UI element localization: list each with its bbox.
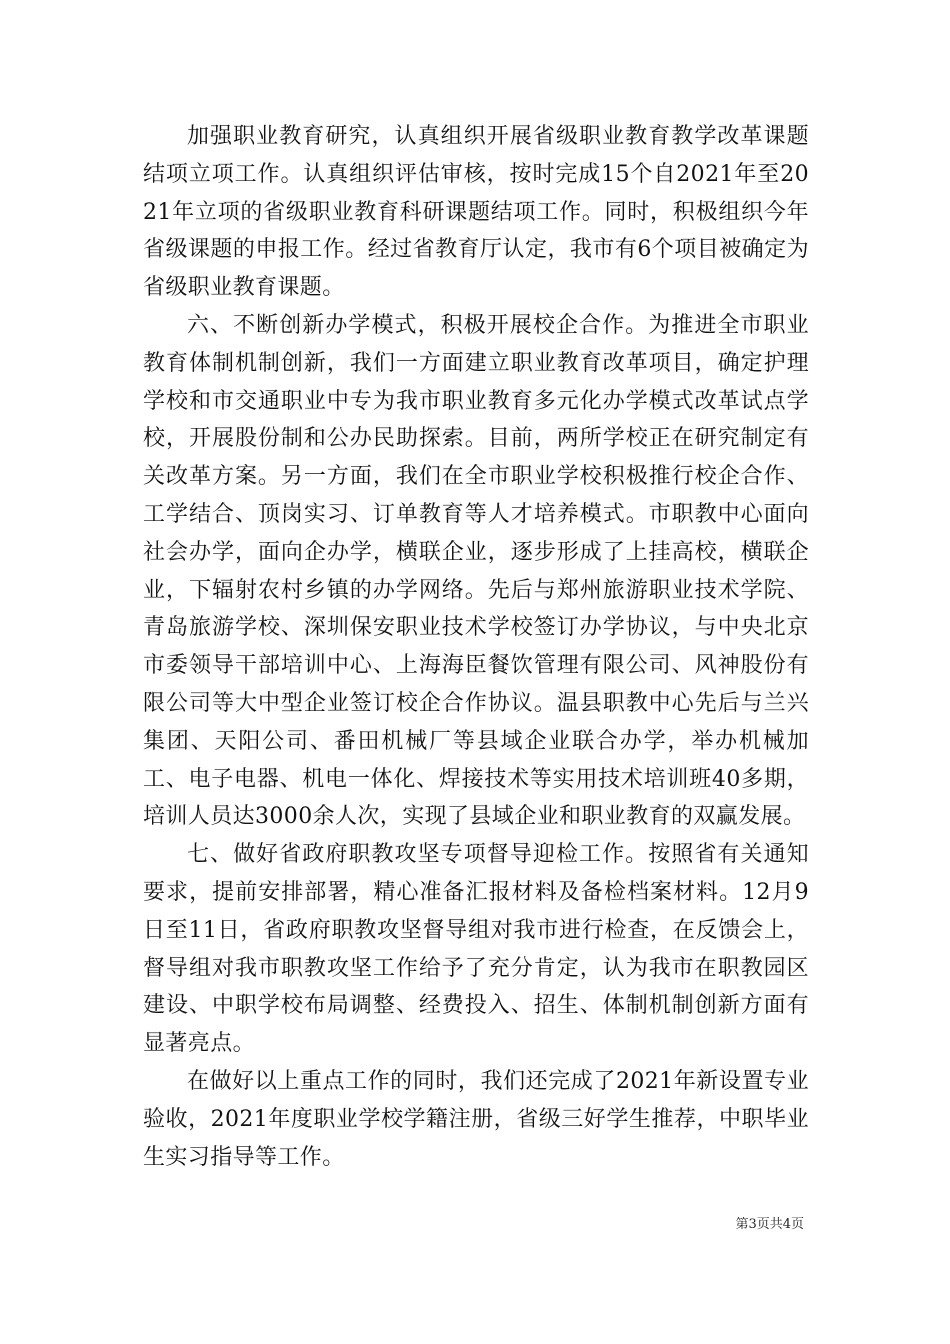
page-number: 第3页共4页: [735, 1217, 804, 1232]
paragraph-school-enterprise: 六、不断创新办学模式，积极开展校企合作。为推进全市职业教育体制机制创新，我们一方面建立职业教育改革项目，确定护理学校和市交通职业中专为我市职业教育多元化办学模式改革试点学校，开展股份制和公办民助探索。目前，两所学校正在研究制定有关改革方案。另一方面，我们在全市职业学校积极推行校企合作、工学结合、顶岗实习、订单教育等人才培养模式。市职教中心面向社会办学，面向企办学，横联企业，逐步形成了上挂高校，横联企业，下辐射农村乡镇的办学网络。先后与郑州旅游职业技术学院、青岛旅游学校、深圳保安职业技术学校签订办学协议，与中央北京市委领导干部培训中心、上海海臣餐饮管理有限公司、风神股份有限公司等大中型企业签订校企合作协议。温县职教中心先后与兰兴集团、天阳公司、番田机械厂等县域企业联合办学，举办机械加工、电子电器、机电一体化、焊接技术等实用技术培训班40多期，培训人员达3000余人次，实现了县域企业和职业教育的双赢发展。: [143, 312, 809, 830]
paragraph-inspection: 七、做好省政府职教攻坚专项督导迎检工作。按照省有关通知要求，提前安排部署，精心准备汇报材料及备检档案材料。12月9日至11日，省政府职教攻坚督导组对我市进行检查，在反馈会上，督导组对我市职教攻坚工作给予了充分肯定，认为我市在职教园区建设、中职学校布局调整、经费投入、招生、体制机制创新方面有显著亮点。: [143, 842, 809, 1057]
document-body: [143, 118, 809, 1176]
paragraph-research: 加强职业教育研究，认真组织开展省级职业教育教学改革课题结项立项工作。认真组织评估审核，按时完成15个自2021年至2021年立项的省级职业教育科研课题结项工作。同时，积极组织今年省级课题的申报工作。经过省教育厅认定，我市有6个项目被确定为省级职业教育课题。: [143, 124, 809, 301]
paragraph-other-work: 在做好以上重点工作的同时，我们还完成了2021年新设置专业验收，2021年度职业学校学籍注册，省级三好学生推荐，中职毕业生实习指导等工作。: [143, 1068, 809, 1170]
